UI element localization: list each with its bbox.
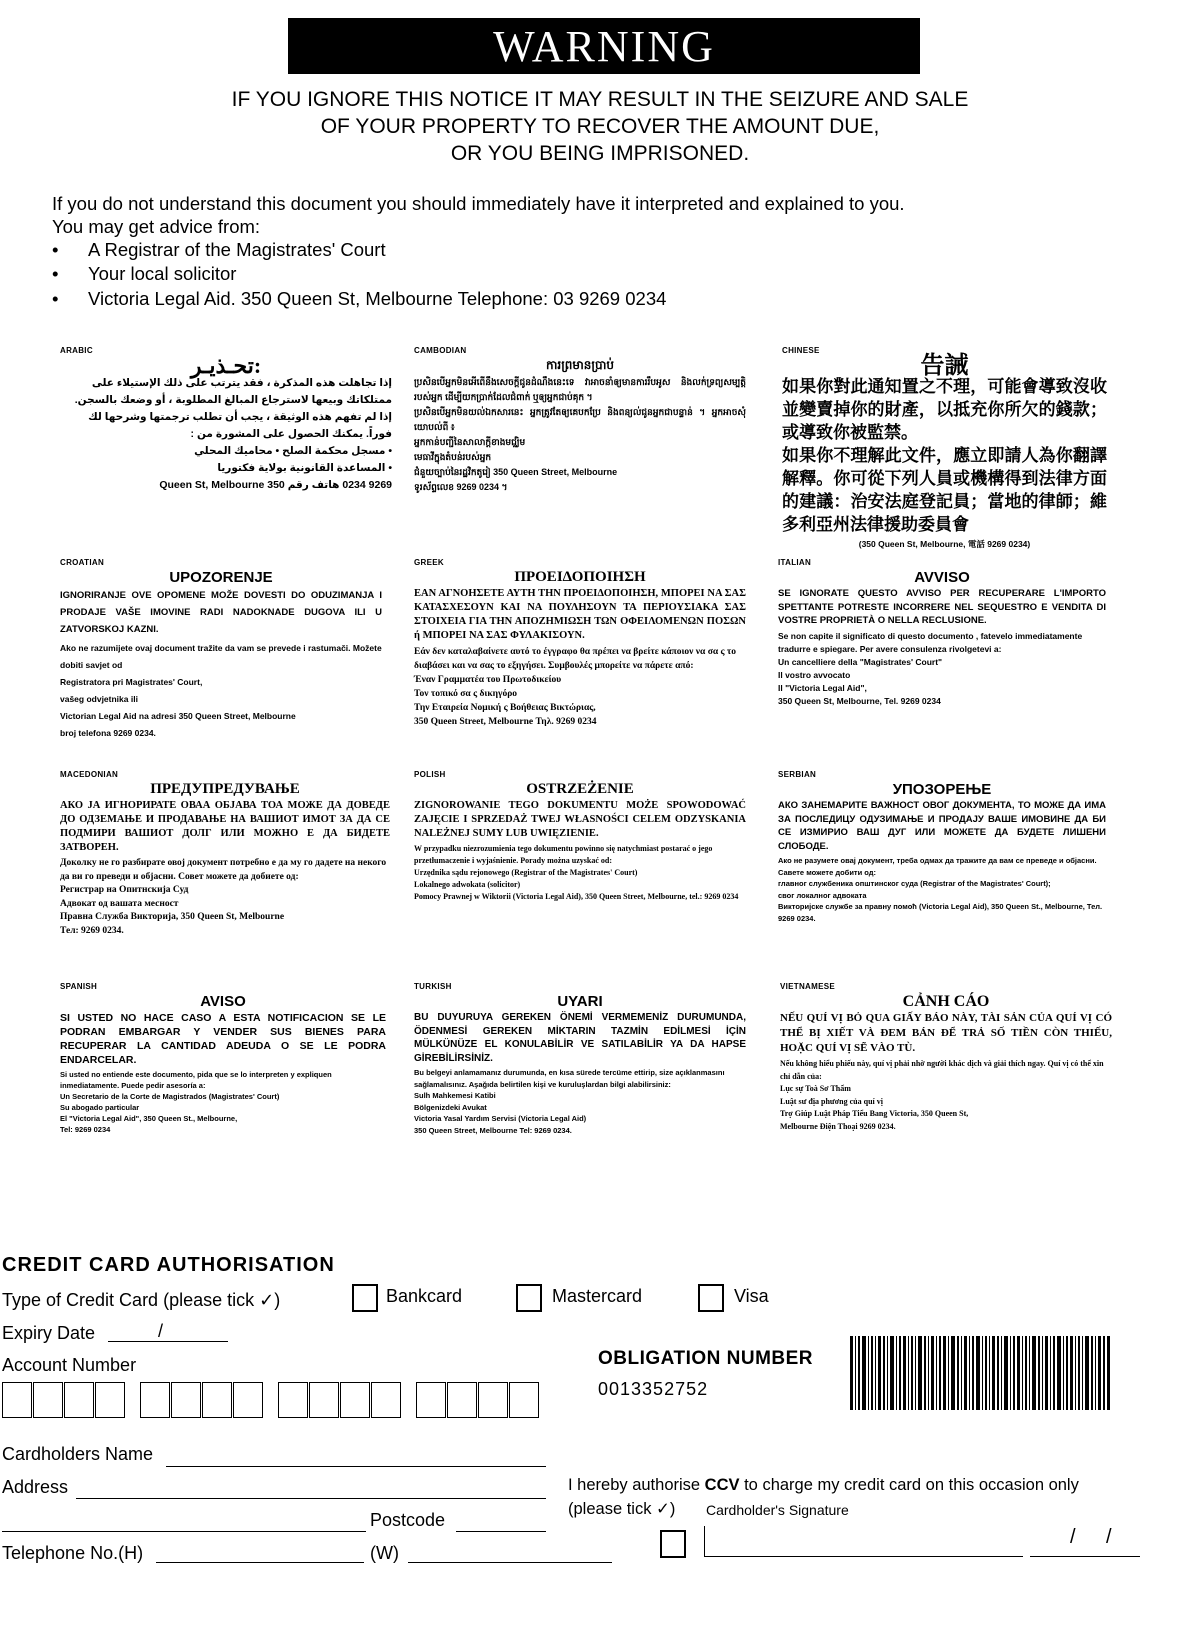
account-number-digit[interactable] xyxy=(202,1382,232,1418)
address-field-line-1[interactable] xyxy=(76,1498,546,1499)
notice-advice: Se non capite il significato di questo documento , fatevelo immediatamente tradurre e spiegare. Per avere consulenza rivolgetevi a: Un cancelliere della "Magistrates' Court" Il vostro avvocato Il "Victoria Legal Aid", 350 Queen St, Melbourne, Tel. 9269 0234 xyxy=(778,630,1083,706)
notice-advice: Bu belgeyi anlamamanız durumunda, en kısa sürede tercüme ettirip, size açıklanmasını sağlamalısınız. Aşağıda belirtilen kişi ve kuruluşlardan bilgi alabilirsiniz: Sulh Mahkemesi Katibi Bölgenizdeki Avukat Victoria Yasal Yardım Servisi (Victoria Legal Aid) 350 Queen Street, Melbourne Tel: 9269 0234. xyxy=(414,1068,725,1135)
notice-body: АКО ЗАНЕМАРИТЕ ВАЖНОСТ ОВОГ ДОКУМЕНТА, ТО МОЖЕ ДА ИМА ЗА ПОСЛЕДИЦУ ОДУЗИМАЊЕ И ПРОДАЈУ ВАШЕ ИМОВИНЕ ДА БИ СЕ ИЗМИРИО ВАШ ДУГ ИЛИ МОЖЕТЕ ДА БУДЕТЕ ЛИШЕНИ СЛОБОДЕ. xyxy=(778,800,1106,852)
authorisation-ccv: CCV xyxy=(704,1476,740,1494)
cardholder-name-field[interactable] xyxy=(166,1466,546,1467)
language-name: SPANISH xyxy=(60,982,98,991)
serbian-notice xyxy=(778,768,1106,924)
language-name: POLISH xyxy=(414,770,446,779)
bullet-icon: • xyxy=(52,263,59,284)
mastercard-checkbox[interactable] xyxy=(516,1284,542,1312)
language-name: CAMBODIAN xyxy=(414,346,467,355)
mastercard-label: Mastercard xyxy=(552,1286,643,1306)
notice-advice: Ako ne razumijete ovaj document tražite da vam se prevede i rastumači. Možete dobiti savjet od Registratora pri Magistrates' Court, vašeg odvjetnika ili Victorian Legal Aid na adresi 350 Queen Street, Melbourne broj telefona 9269 0234. xyxy=(60,643,382,738)
notice-advice: Εάν δεν καταλαβαίνετε αυτό το έγγραφο θα πρέπει να βρείτε κάποιον να σα ς το διαβάσει και να σας το εξηγήσει. Συμβουλές μπορείτε να πάρετε από: Έναν Γραμματέα του Πρωτοδικείου Τον τοπικό σα ς δικηγόρο Την Εταιρεία Νομική ς Βοήθειας Βικτώριας, 350 Queen Street, Melbourne Τηλ. 9269 0234 xyxy=(414,647,737,727)
notice-body: ZIGNOROWANIE TEGO DOKUMENTU MOŻE SPOWODOWAĆ ZAJĘCIE I SPRZEDAŻ TWEJ WŁASNOŚCI CELEM ODZYSKANIA NALEŻNEJ SUMY LUB UWIĘZIENIE. xyxy=(414,800,746,839)
expiry-date-field[interactable] xyxy=(108,1341,228,1342)
notice-advice: Доколку не го разбирате овој документ потребно е да му го дадете на некого да ви го преведи и објасни. Совет можете да добиете од: Регистрар на Опитнскиjа Суд Адвокат од вашата месност Правна Служба Викториjа, 350 Queen St, Melbourne Тел: 9269 0234. xyxy=(60,858,387,936)
advice-text: A Registrar of the Magistrates' Court xyxy=(88,239,386,260)
telephone-home-label: Telephone No.(H) xyxy=(2,1543,144,1563)
authorisation-statement xyxy=(568,1476,1079,1495)
account-number-digit[interactable] xyxy=(309,1382,339,1418)
notice-title: УПОЗОРЕЊЕ xyxy=(892,781,992,798)
account-number-digit[interactable] xyxy=(278,1382,308,1418)
greek-notice xyxy=(414,556,746,729)
intro-line-1: If you do not understand this document you should immediately have it interpreted and explained to you. xyxy=(52,193,905,214)
date-slash: / xyxy=(1106,1526,1112,1548)
account-number-digit[interactable] xyxy=(2,1382,32,1418)
notice-title: ΠΡΟΕΙΔΟΠΟΙΗΣΗ xyxy=(514,569,646,585)
notice-body: 如果你對此通知置之不理，可能會導致沒收並變賣掉你的財產，以抵充你所欠的錢款；或導致你被監禁。 如果你不理解此文件，應立即請人為你翻譯解釋。你可從下列人員或機構得到法律方面的建議：治安法庭登記員；當地的律師；維多利亞州法律援助委員會 xyxy=(782,377,1107,534)
bullet-icon: • xyxy=(52,239,59,260)
language-name: ITALIAN xyxy=(778,558,812,567)
language-name: ARABIC xyxy=(60,346,93,355)
notice-title: OSTRZEŻENIE xyxy=(526,781,634,797)
account-number-digit[interactable] xyxy=(447,1382,477,1418)
obligation-number-label: OBLIGATION NUMBER xyxy=(598,1348,814,1369)
expiry-date-label: Expiry Date xyxy=(2,1323,96,1343)
intro-line-2: You may get advice from: xyxy=(52,216,261,237)
language-name: CROATIAN xyxy=(60,558,105,567)
notice-title: AVVISO xyxy=(914,569,970,586)
address-field-line-2[interactable] xyxy=(2,1531,366,1532)
credit-card-title: CREDIT CARD AUTHORISATION xyxy=(2,1254,335,1276)
notice-title: AVISO xyxy=(200,993,246,1010)
address-label: Address xyxy=(2,1477,69,1497)
signature-date-field[interactable] xyxy=(1030,1526,1140,1557)
account-number-label: Account Number xyxy=(2,1355,137,1375)
date-slash: / xyxy=(1070,1526,1076,1548)
notice-advice: W przypadku niezrozumienia tego dokumentu powinno się natychmiast postarać o jego przetłumaczenie i wyjaśnienie. Porady można uzyskać od: Urzędnika sądu rejonowego (Registrar of the Magistrates' Court) Lokalnego adwokata (solicitor) Pomocy Prawnej w Wiktorii (Victoria Legal Aid), 350 Queen Street, Melbourne, tel.: 9269 0234 xyxy=(414,844,739,901)
headline-line-1: IF YOU IGNORE THIS NOTICE IT MAY RESULT IN THE SEIZURE AND SALE xyxy=(231,88,969,111)
notice-body: IGNORIRANJE OVE OPOMENE MOŽE DOVESTI DO ODUZIMANJA I PRODAJE VAŠE IMOVINE RADI NADOKNADE DUGOVA ILI U ZATVORSKOJ KAZNI. xyxy=(60,590,382,635)
visa-label: Visa xyxy=(734,1286,769,1306)
notice-body: NẾU QUÍ VỊ BỎ QUA GIẤY BÁO NÀY, TÀI SẢN CỦA QUÍ VỊ CÓ THỂ BỊ XIẾT VÀ ĐEM BÁN ĐỂ TRẢ SỐ TIỀN CÒN THIẾU, HOẶC QUÍ VỊ SẼ VÀO TÙ. xyxy=(780,1012,1112,1054)
croatian-notice xyxy=(60,556,382,742)
account-number-digit[interactable] xyxy=(371,1382,401,1418)
notice-body: ប្រសិនបើអ្នកមិនអើពើនឹងសេចក្តីជូនដំណឹងនេះទេ វាអាចនាំឲ្យមានការរឹបអូស និងលក់ទ្រព្យសម្បត្តិរបស់អ្នក ដើម្បីយកប្រាក់ដែលជំពាក់ ឬឲ្យអ្នកជាប់គុក ។ ប្រសិនបើអ្នកមិនយល់ឯកសារនេះ អ្នកត្រូវតែឲ្យគេបកប្រែ និងពន្យល់ជូនអ្នកជាបន្ទាន់ ។ អ្នកអាចសុំយោបល់ពី ៖ អ្នកកាន់បញ្ជីនៃសាលាក្តីខាងមជ្ឈិម មេធាវីក្នុងតំបន់របស់អ្នក ជំនួយច្បាប់នៃរដ្ឋវិកតូរៀ 350 Queen Street, Melbourne ទូរស័ព្ទលេខ 9269 0234 ។ xyxy=(414,377,746,492)
notice-title: ПРЕДУПРЕДУВАЊЕ xyxy=(150,781,300,797)
macedonian-notice xyxy=(60,768,390,938)
barcode-image xyxy=(850,1336,1110,1410)
language-name: CHINESE xyxy=(782,346,820,355)
notice-body: SE IGNORATE QUESTO AVVISO PER RECUPERARE L'IMPORTO SPETTANTE POTRESTE INCORRERE NEL SEQUESTRO E VENDITA DI VOSTRE PROPRIETÀ O NELLA RECLUSIONE. xyxy=(778,588,1106,626)
account-number-digit[interactable] xyxy=(140,1382,170,1418)
polish-notice xyxy=(414,768,746,903)
spanish-notice xyxy=(60,980,386,1135)
notice-body: АКО ЈА ИГНОРИРАТЕ ОВАА ОБЈАВА ТОА МОЖЕ ДА ДОВЕДЕ ДО ОДЗЕМАЊЕ И ПРОДАВАЊЕ НА ВАШИОТ ИМОТ ЗА ДА СЕ ПОДМИРИ ВАШИОТ ДОЛГ ИЛИ МОЖНО Е ДА БИДЕТЕ ЗАТВОРЕН. xyxy=(60,800,390,853)
warning-banner xyxy=(288,18,920,74)
cardholder-name-label: Cardholders Name xyxy=(2,1444,154,1464)
headline-line-3: OR YOU BEING IMPRISONED. xyxy=(450,142,750,165)
advice-item xyxy=(52,239,386,261)
language-name: GREEK xyxy=(414,558,444,567)
bankcard-checkbox[interactable] xyxy=(352,1284,378,1312)
warning-title: WARNING xyxy=(493,21,715,71)
authorisation-text: to charge my credit card on this occasion only xyxy=(739,1476,1079,1494)
language-name: SERBIAN xyxy=(778,770,817,779)
advice-text: Victoria Legal Aid. 350 Queen St, Melbourne Telephone: 03 9269 0234 xyxy=(88,288,667,309)
card-type-label: Type of Credit Card (please tick ✓) xyxy=(2,1290,281,1310)
account-number-digit[interactable] xyxy=(340,1382,370,1418)
signature-field[interactable] xyxy=(704,1526,1023,1557)
language-name: TURKISH xyxy=(414,982,452,991)
notice-advice: Ако не разумете овај документ, треба одмах да тражите да вам се преведе и објасни. Савете можете добити од: главног службеника општинског суда (Registrar of the Magistrates' Court); свог локалног адвоката Викторијске службе за правну помоћ (Victoria Legal Aid), 350 Queen St., Melbourne, Тел. 9269 0234. xyxy=(778,856,1103,923)
postcode-label: Postcode xyxy=(370,1510,446,1530)
chinese-notice xyxy=(782,344,1107,551)
advice-item xyxy=(52,263,236,285)
visa-checkbox[interactable] xyxy=(698,1284,724,1312)
telephone-work-field[interactable] xyxy=(408,1562,612,1563)
turkish-notice xyxy=(414,980,746,1136)
notice-body: SI USTED NO HACE CASO A ESTA NOTIFICACION SE LE PODRAN EMBARGAR Y VENDER SUS BIENES PARA RECUPERAR LA CANTIDAD ADEUDA O SE LE PODRA ENDARCELAR. xyxy=(60,1012,386,1066)
account-number-digit[interactable] xyxy=(478,1382,508,1418)
account-number-digit[interactable] xyxy=(95,1382,125,1418)
notice-body: BU DUYURUYA GEREKEN ÖNEMİ VERMEMENİZ DURUMUNDA, ÖDENMESİ GEREKEN MİKTARIN TAZMİN EDİLMESİ İÇİN MÜLKÜNÜZE EL KONULABİLİR VE SATILABİLİR YA DA HAPSE GİREBİLİRSİNİZ. xyxy=(414,1012,746,1064)
notice-contact: (350 Queen St, Melbourne, 電話 9269 0234) xyxy=(858,539,1031,549)
authorisation-text: I hereby authorise xyxy=(568,1476,705,1494)
bullet-icon: • xyxy=(52,288,59,309)
account-number-digit[interactable] xyxy=(416,1382,446,1418)
notice-title: UPOZORENJE xyxy=(169,569,273,586)
italian-notice xyxy=(778,556,1106,708)
expiry-date-slash: / xyxy=(158,1321,164,1341)
notice-title: 告誡 xyxy=(920,352,969,379)
obligation-number-value: 0013352752 xyxy=(598,1379,709,1399)
advice-item xyxy=(52,288,666,310)
account-number-digit[interactable] xyxy=(509,1382,539,1418)
account-number-digit[interactable] xyxy=(233,1382,263,1418)
notice-body: ΕΑΝ ΑΓΝΟΗΣΕΤΕ ΑΥΤΗ ΤΗΝ ΠΡΟΕΙΔΟΠΟΙΗΣΗ, ΜΠΟΡΕΙ ΝΑ ΣΑΣ ΚΑΤΑΣΧΕΣΟΥΝ ΚΑΙ ΝΑ ΠΟΥΛΗΣΟΥΝ ΤΑ ΠΕΡΙΟΥΣΙΑΚΑ ΣΑΣ ΣΤΟΙΧΕΙΑ ΓΙΑ ΤΗΝ ΑΠΟΖΗΜΙΩΣΗ ΤΩΝ ΟΦΕΙΛΟΜΕΝΩΝ ΠΟΣΩΝ ή ΜΠΟΡΕΙ ΝΑ ΣΑΣ ΦΥΛΑΚΙΣΟΥΝ. xyxy=(414,588,746,641)
advice-text: Your local solicitor xyxy=(88,263,237,284)
account-number-digit[interactable] xyxy=(171,1382,201,1418)
language-name: MACEDONIAN xyxy=(60,770,119,779)
headline-line-2: OF YOUR PROPERTY TO RECOVER THE AMOUNT DUE, xyxy=(320,115,880,138)
authorisation-tick-label: (please tick ✓) xyxy=(568,1500,676,1518)
vietnamese-notice xyxy=(780,980,1112,1133)
notice-advice: Si usted no entiende este documento, pida que se lo interpreten y expliquen inmediatamente. Puede pedir asesoría a: Un Secretario de la Corte de Magistrados (Magistrates' Court) Su abogado particular El "Victoria Legal Aid", 350 Queen St., Melbourne, Tel: 9269 0234 xyxy=(60,1070,332,1134)
authorisation-checkbox[interactable] xyxy=(660,1530,686,1558)
arabic-notice xyxy=(60,344,392,494)
telephone-work-label: (W) xyxy=(370,1543,399,1563)
bankcard-label: Bankcard xyxy=(386,1286,463,1306)
telephone-home-field[interactable] xyxy=(156,1562,364,1563)
signature-label: Cardholder's Signature xyxy=(706,1502,849,1518)
account-number-digit[interactable] xyxy=(33,1382,63,1418)
account-number-digit[interactable] xyxy=(64,1382,94,1418)
cambodian-notice xyxy=(414,344,746,495)
notice-title: تحـذيـر: xyxy=(190,353,262,378)
notice-title: ការព្រមានប្រាប់ xyxy=(545,358,615,372)
notice-title: CẢNH CÁO xyxy=(902,993,990,1010)
notice-body: إذا تجاهلت هذه المذكرة ، فقد يترتب على ذلك الإستيلاء على ممتلكاتك وبيعها لاسترجاع المبالغ المطلوبة ، أو وضعك بالسجن. إذا لم تفهم هذه الوثيقة ، يجب أن تطلب ترجمتها وشرحها لك فوراً. يمكنك الحصول على المشورة من : • مسجل محكمة الصلح • محاميك المحلي • المساعدة القانونية بولاية فكتوريا 9269 0234 هاتف رقم 350 Queen St, Melbourne xyxy=(74,377,392,491)
language-name: VIETNAMESE xyxy=(780,982,836,991)
postcode-field[interactable] xyxy=(456,1531,546,1532)
notice-advice: Nếu không hiểu phiếu này, quí vị phải nhờ người khác dịch và giải thích ngay. Quí vị có thể xin chỉ dẫn của: Lục sự Toà Sơ Thẩm Luật sư địa phương của quí vị Trợ Giúp Luật Pháp Tiểu Bang Victoria, 350 Queen St, Melbourne Điện Thoại 9269 0234. xyxy=(780,1059,1104,1131)
notice-title: UYARI xyxy=(557,993,603,1010)
